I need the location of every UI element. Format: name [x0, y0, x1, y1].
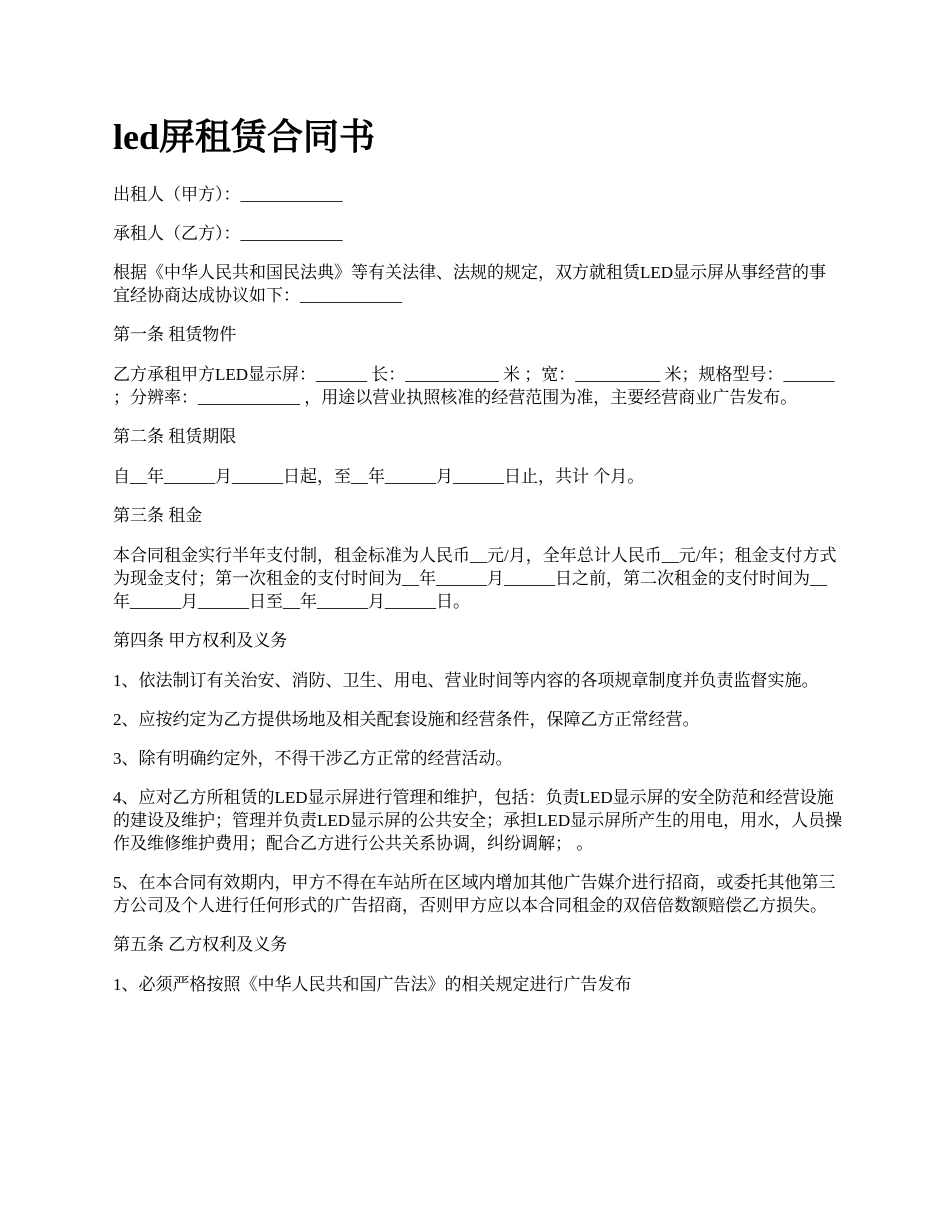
- article-1-paragraph: 乙方承租甲方LED显示屏：______ 长：___________ 米 ；宽：__________ 米；规格型号：______ ；分辨率：____________ ，用途以营业执照核准的经营范围为准，主要经营商业广告发布。: [113, 365, 839, 407]
- preamble-paragraph: 根据《中华人民共和国民法典》等有关法律、法规的规定，双方就租赁LED显示屏从事经营的事宜经协商达成协议如下：____________: [113, 263, 827, 305]
- document-title: led屏租赁合同书: [113, 117, 376, 157]
- article-4-item-5: 5、在本合同有效期内，甲方不得在车站所在区域内增加其他广告媒介进行招商，或委托其他第三方公司及个人进行任何形式的广告招商，否则甲方应以本合同租金的双倍倍数额赔偿乙方损失。: [113, 873, 836, 915]
- article-2-heading: 第二条 租赁期限: [113, 427, 237, 446]
- lessor-line: 出租人（甲方）：____________: [113, 185, 343, 204]
- document-body: [113, 183, 843, 996]
- article-3-paragraph: 本合同租金实行半年支付制，租金标准为人民币__元/月，全年总计人民币__元/年；租金支付方式为现金支付；第一次租金的支付时间为__年______月______日之前，第二次租金的支付时间为__年______月______日至__年______月______日。: [113, 546, 837, 611]
- document-page: [113, 0, 843, 1012]
- article-4-item-3: 3、除有明确约定外，不得干涉乙方正常的经营活动。: [113, 749, 513, 768]
- article-5-heading: 第五条 乙方权利及义务: [113, 935, 288, 954]
- article-4-item-4: 4、应对乙方所租赁的LED显示屏进行管理和维护，包括：负责LED显示屏的安全防范和经营设施的建设及维护；管理并负责LED显示屏的公共安全；承担LED显示屏所产生的用电，用水，人员操作及维修维护费用；配合乙方进行公共关系协调，纠纷调解； 。: [113, 788, 843, 853]
- lessee-line: 承租人（乙方）：____________: [113, 224, 343, 243]
- article-5-item-1: 1、必须严格按照《中华人民共和国广告法》的相关规定进行广告发布: [113, 975, 632, 994]
- article-3-heading: 第三条 租金: [113, 506, 203, 525]
- article-1-heading: 第一条 租赁物件: [113, 325, 237, 344]
- article-4-item-1: 1、依法制订有关治安、消防、卫生、用电、营业时间等内容的各项规章制度并负责监督实施。: [113, 671, 819, 690]
- article-2-paragraph: 自__年______月______日起，至__年______月______日止，共计 个月。: [113, 467, 645, 486]
- article-4-heading: 第四条 甲方权利及义务: [113, 631, 288, 650]
- article-4-item-2: 2、应按约定为乙方提供场地及相关配套设施和经营条件，保障乙方正常经营。: [113, 710, 700, 729]
